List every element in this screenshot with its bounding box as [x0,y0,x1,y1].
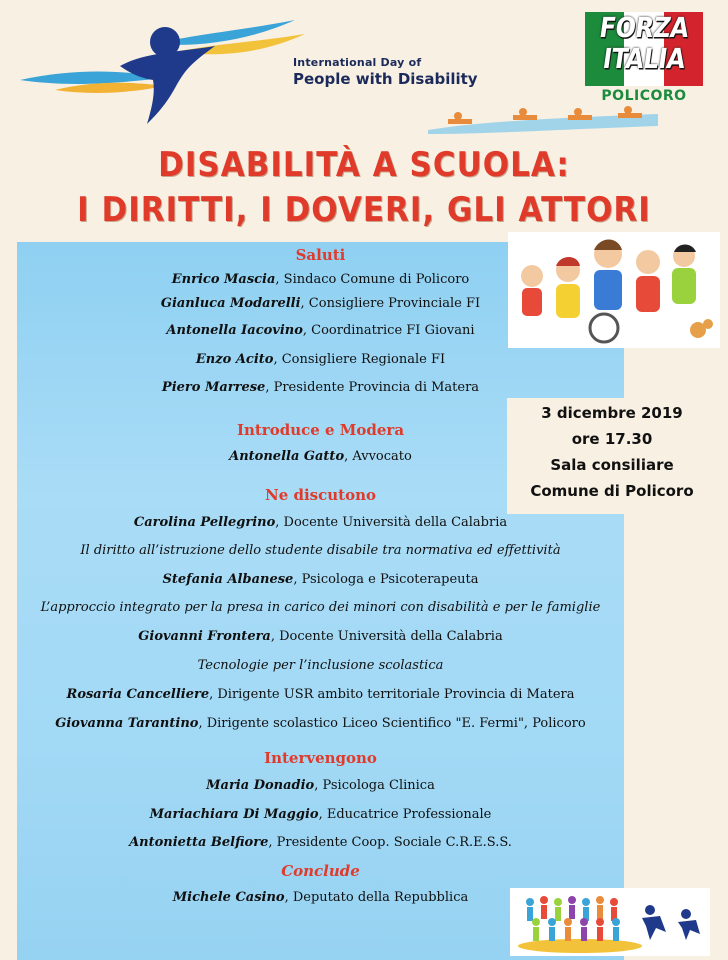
list-item: Carolina Pellegrino, Docente Università della Calabria [133,515,508,530]
list-item: Mariachiara Di Maggio, Educatrice Professionale [149,807,492,822]
discutono-heading: Ne discutono [265,486,376,504]
saluti-heading: Saluti [295,246,346,264]
intervengono-heading: Intervengono [264,749,377,767]
title-line-1: DISABILITÀ A SCUOLA: [158,145,570,185]
list-item: Antonietta Belfiore, Presidente Coop. Sociale C.R.E.S.S. [129,835,512,850]
event-info-box [507,398,717,514]
list-item: Antonella Gatto, Avvocato [229,449,412,464]
conclude-heading: Conclude [281,862,360,880]
party-word-1: FORZA [597,11,691,45]
list-item: Rosaria Cancelliere, Dirigente USR ambito territoriale Provincia di Matera [66,687,575,702]
list-item: Piero Marrese, Presidente Provincia di Matera [161,380,480,395]
event-time: ore 17.30 [571,430,653,448]
children-illustration [508,232,720,348]
header [0,0,728,140]
talk-title: L’approccio integrato per la presa in carico dei minori con disabilità e per le famiglie [40,600,601,615]
party-city: POLICORO [601,88,687,104]
list-item: Maria Donadio, Psicologa Clinica [206,778,435,793]
party-word-2: ITALIA [600,42,688,76]
forza-italia-logo [585,12,703,104]
title-line-2: I DIRITTI, I DOVERI, GLI ATTORI [77,190,651,230]
swimmers-illustration [428,104,658,138]
list-item: Enrico Mascia, Sindaco Comune di Policoro [171,272,470,287]
disability-day-text [293,56,478,88]
event-room: Sala consiliare [550,456,674,474]
disability-day-logo [15,8,305,128]
list-item: Giovanna Tarantino, Dirigente scolastico Liceo Scientifico "E. Fermi", Policoro [55,716,586,731]
event-date: 3 dicembre 2019 [541,404,683,422]
crowd-illustration [510,888,710,956]
talk-title: Tecnologie per l’inclusione scolastica [197,658,444,673]
list-item: Stefania Albanese, Psicologa e Psicoterapeuta [162,572,479,587]
list-item: Giovanni Frontera, Docente Università della Calabria [138,629,503,644]
disability-day-line2: People with Disability [293,70,478,88]
disability-day-line1: International Day of [293,56,422,69]
list-item: Michele Casino, Deputato della Repubblica [172,890,469,905]
talk-title: Il diritto all’istruzione dello studente disabile tra normativa ed effettività [80,543,561,558]
list-item: Antonella Iacovino, Coordinatrice FI Giovani [166,323,475,338]
list-item: Enzo Acito, Consigliere Regionale FI [195,352,446,367]
list-item: Gianluca Modarelli, Consigliere Provinciale FI [160,296,481,311]
event-place: Comune di Policoro [530,482,694,500]
modera-heading: Introduce e Modera [236,421,405,439]
